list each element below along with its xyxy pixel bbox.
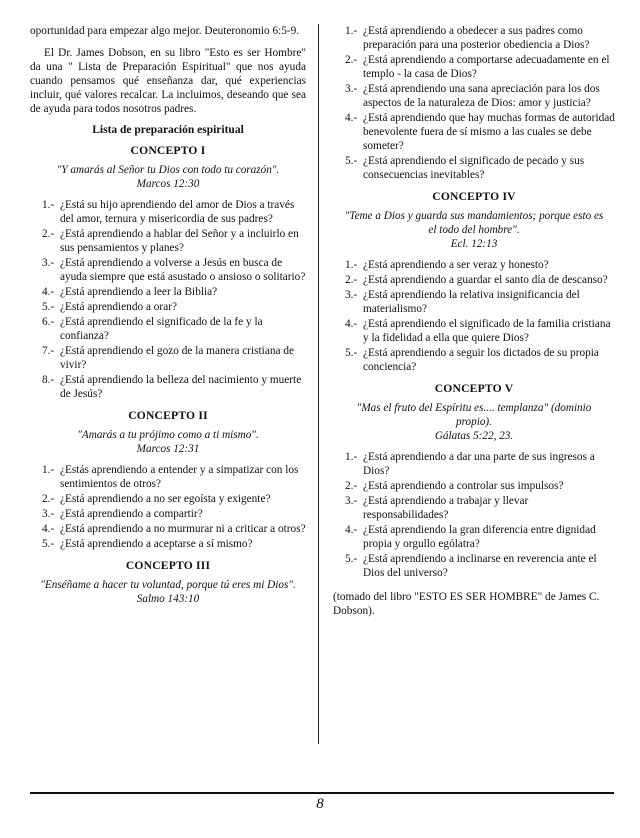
question-text: ¿Está aprendiendo a hablar del Señor y a incluirlo en sus pensamientos y planes? — [60, 228, 299, 254]
question-item — [30, 492, 306, 506]
source-note: (tomado del libro "ESTO ES SER HOMBRE" de James C. Dobson). — [333, 591, 600, 617]
question-item — [30, 256, 306, 284]
question-number: 1.- — [345, 259, 358, 271]
question-item — [333, 24, 615, 52]
concept-5-title: CONCEPTO V — [434, 382, 514, 395]
question-number: 3.- — [345, 495, 358, 507]
concept-1-quote-text: "Y amarás al Señor tu Dios con todo tu corazón". — [56, 164, 280, 176]
question-item — [30, 285, 306, 299]
question-text: ¿Está aprendiendo que hay muchas formas de autoridad benevolente fuera de sí mismo a las cuales se debe someter? — [363, 112, 615, 152]
column-divider — [318, 24, 319, 744]
question-number: 5.- — [42, 538, 55, 550]
question-item — [30, 373, 306, 401]
question-item — [333, 258, 615, 272]
question-number: 2.- — [345, 480, 358, 492]
question-text: ¿Está aprendiendo a volverse a Jesús en busca de ayuda siempre que está asustado o ansioso o solitario? — [60, 257, 306, 283]
question-item — [333, 273, 615, 287]
concept-2-question-list — [30, 463, 306, 551]
concept-5-question-list — [333, 450, 615, 580]
question-item — [333, 111, 615, 153]
question-text: ¿Estás aprendiendo a entender y a simpatizar con los sentimientos de otros? — [60, 464, 299, 490]
question-item — [333, 552, 615, 580]
concept-5-quote — [333, 401, 615, 443]
question-text: ¿Está aprendiendo el significado de la familia cristiana y la fidelidad a ella que quiere Dios? — [363, 318, 611, 344]
question-item — [333, 523, 615, 551]
question-item — [30, 315, 306, 343]
question-item — [30, 227, 306, 255]
concept-2-quote — [30, 428, 306, 456]
concept-3-quote-text: "Enséñame a hacer tu voluntad, porque tú eres mi Dios". — [40, 579, 296, 591]
concept-5-quote-text: "Mas el fruto del Espíritu es.... templanza" (dominio propio). — [356, 402, 592, 428]
concept-3-quote — [30, 578, 306, 606]
question-number: 5.- — [345, 347, 358, 359]
footer-rule — [30, 792, 614, 794]
concept-1-title: CONCEPTO I — [130, 144, 206, 157]
concept-4-quote-text: "Teme a Dios y guarda sus mandamientos; porque esto es el todo del hombre". — [344, 210, 604, 236]
question-item — [30, 300, 306, 314]
question-item — [333, 494, 615, 522]
question-number: 4.- — [42, 523, 55, 535]
question-item — [30, 522, 306, 536]
question-item — [333, 288, 615, 316]
question-number: 4.- — [345, 112, 358, 124]
question-item — [333, 53, 615, 81]
question-text: ¿Está aprendiendo a aceptarse a sí mismo? — [60, 538, 253, 550]
question-item — [30, 198, 306, 226]
question-number: 5.- — [42, 301, 55, 313]
question-text: ¿Está su hijo aprendiendo del amor de Dios a través del amor, ternura y misericordia de sus padres? — [60, 199, 295, 225]
question-number: 5.- — [345, 553, 358, 565]
question-number: 3.- — [42, 508, 55, 520]
concept-3-reference: Salmo 143:10 — [136, 593, 200, 605]
question-number: 1.- — [42, 464, 55, 476]
concept-1-question-list — [30, 198, 306, 401]
question-text: ¿Está aprendiendo el significado de la fe y la confianza? — [60, 316, 263, 342]
question-number: 2.- — [345, 274, 358, 286]
question-text: ¿Está aprendiendo a dar una parte de sus ingresos a Dios? — [363, 451, 595, 477]
question-text: ¿Está aprendiendo a leer la Biblia? — [60, 286, 218, 298]
question-text: ¿Está aprendiendo a inclinarse en reverencia ante el Dios del universo? — [363, 553, 597, 579]
question-number: 8.- — [42, 374, 55, 386]
question-text: ¿Está aprendiendo a controlar sus impulsos? — [363, 480, 564, 492]
question-text: ¿Está aprendiendo a orar? — [60, 301, 177, 313]
question-item — [333, 317, 615, 345]
question-number: 3.- — [345, 83, 358, 95]
concept-4-reference: Ecl. 12:13 — [450, 238, 498, 250]
question-number: 4.- — [42, 286, 55, 298]
question-text: ¿Está aprendiendo a comportarse adecuadamente en el templo - la casa de Dios? — [363, 54, 610, 80]
question-text: ¿Está aprendiendo la gran diferencia entre dignidad propia y orgullo ególatra? — [363, 524, 596, 550]
list-title: Lista de preparación espiritual — [92, 124, 244, 136]
question-text: ¿Está aprendiendo a no murmurar ni a criticar a otros? — [60, 523, 306, 535]
question-number: 3.- — [345, 289, 358, 301]
question-number: 2.- — [42, 493, 55, 505]
question-text: ¿Está aprendiendo a ser veraz y honesto? — [363, 259, 549, 271]
question-text: ¿Está aprendiendo a obedecer a sus padres como preparación para una posterior obediencia a Dios? — [363, 25, 590, 51]
question-item — [30, 507, 306, 521]
question-number: 4.- — [345, 524, 358, 536]
question-text: ¿Está aprendiendo a seguir los dictados de su propia conciencia? — [363, 347, 599, 373]
question-number: 3.- — [42, 257, 55, 269]
concept-4-title: CONCEPTO IV — [432, 190, 516, 203]
concept-1-quote — [30, 163, 306, 191]
question-number: 2.- — [42, 228, 55, 240]
concept-4-quote — [333, 209, 615, 251]
question-item — [333, 82, 615, 110]
concept-4-question-list — [333, 258, 615, 374]
question-number: 1.- — [345, 25, 358, 37]
question-text: ¿Está aprendiendo una sana apreciación para los dos aspectos de la naturaleza de Dios: amor y justicia? — [363, 83, 600, 109]
concept-2-reference: Marcos 12:31 — [136, 443, 200, 455]
concept-2-title: CONCEPTO II — [128, 409, 208, 422]
concept-5-reference: Gálatas 5:22, 23. — [434, 430, 514, 442]
question-item — [333, 154, 615, 182]
question-text: ¿Está aprendiendo la relativa insignificancia del materialismo? — [363, 289, 580, 315]
question-item — [30, 344, 306, 372]
question-text: ¿Está aprendiendo a guardar el santo día de descanso? — [363, 274, 608, 286]
intro-continuation: oportunidad para empezar algo mejor. Deuteronomio 6:5-9. — [30, 25, 300, 37]
question-number: 5.- — [345, 155, 358, 167]
question-text: ¿Está aprendiendo a trabajar y llevar responsabilidades? — [363, 495, 529, 521]
question-text: ¿Está aprendiendo el significado de pecado y sus consecuencias inevitables? — [363, 155, 585, 181]
question-number: 1.- — [42, 199, 55, 211]
question-item — [30, 537, 306, 551]
question-text: ¿Está aprendiendo el gozo de la manera cristiana de vivir? — [60, 345, 294, 371]
question-number: 6.- — [42, 316, 55, 328]
question-number: 4.- — [345, 318, 358, 330]
left-column — [30, 24, 306, 606]
question-text: ¿Está aprendiendo a compartir? — [60, 508, 203, 520]
question-item — [333, 479, 615, 493]
question-item — [333, 450, 615, 478]
page-number: 8 — [316, 796, 324, 812]
concept-3-question-list — [333, 24, 615, 182]
concept-2-quote-text: "Amarás a tu prójimo como a ti mismo". — [77, 429, 259, 441]
concept-3-title: CONCEPTO III — [125, 559, 211, 572]
question-number: 1.- — [345, 451, 358, 463]
question-text: ¿Está aprendiendo a no ser egoísta y exigente? — [60, 493, 271, 505]
intro-paragraph: El Dr. James Dobson, en su libro "Esto es ser Hombre" da una " Lista de Preparación Espiritual" que nos ayuda cuando pensamos qué enseñanza dar, qué experiencias incluir, qué valores recalcar. La incluimos, deseando que sea de ayuda para todos nosotros padres. — [30, 47, 306, 115]
question-number: 7.- — [42, 345, 55, 357]
question-item — [333, 346, 615, 374]
question-item — [30, 463, 306, 491]
question-text: ¿Está aprendiendo la belleza del nacimiento y muerte de Jesús? — [60, 374, 302, 400]
right-column — [333, 24, 615, 618]
concept-1-reference: Marcos 12:30 — [136, 178, 200, 190]
question-number: 2.- — [345, 54, 358, 66]
